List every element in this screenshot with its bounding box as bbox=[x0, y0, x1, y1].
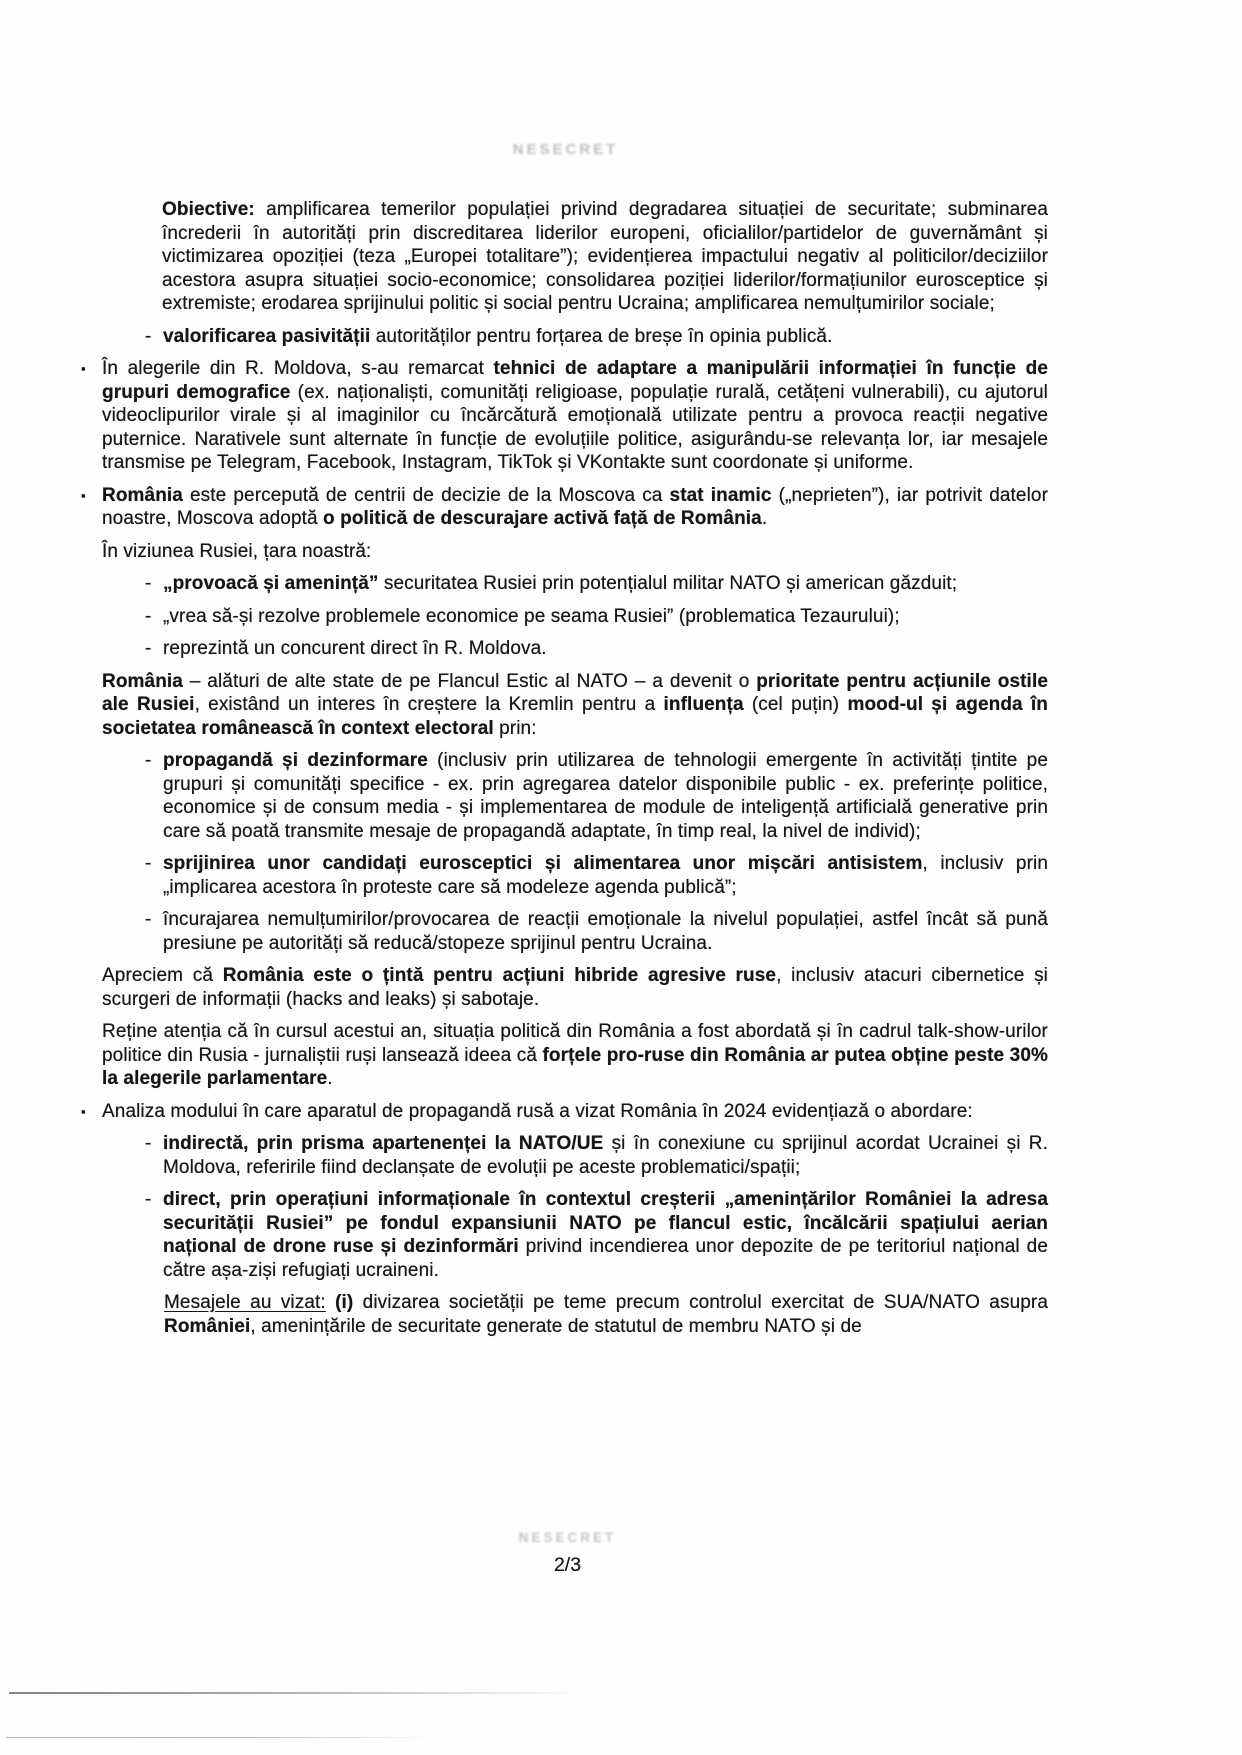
scan-artifact-line bbox=[9, 1692, 584, 1694]
scan-artifact-line bbox=[6, 1737, 436, 1738]
dash-marker: - bbox=[145, 605, 152, 627]
dash-item-text: valorificarea pasivității autorităților pentru forțarea de breșe în opinia publică. bbox=[163, 325, 833, 347]
paragraph: În viziunea Rusiei, țara noastră: bbox=[102, 540, 372, 562]
paragraph: Reține atenția că în cursul acestui an, situația politică din România a fost abordată și în cadrul talk-show-urilor politice din Rusia - jurnaliștii ruși lansează ideea că forțele pro-ruse din România ar putea obține peste 30% la alegerile parlamentare. bbox=[102, 1021, 1049, 1089]
dash-list-item bbox=[145, 1132, 1048, 1179]
dash-list-item bbox=[145, 749, 1048, 843]
dash-list-item bbox=[145, 572, 1048, 596]
document-body bbox=[81, 198, 1049, 1347]
dash-list-item bbox=[145, 1188, 1048, 1282]
bullet-list-item bbox=[81, 484, 1048, 531]
dash-item-text: direct, prin operațiuni informaționale în contextul creșterii „amenințărilor României la adresa securității Rusiei” pe fondul expansiunii NATO pe flancul estic, încălcării spațiului aerian național de drone ruse și dezinformări privind incendierea unor depozite de pe teritoriul național de către așa-ziși refugiați ucraineni. bbox=[163, 1189, 1048, 1281]
dash-marker: - bbox=[145, 325, 152, 347]
square-bullet-marker: ▪ bbox=[81, 1103, 86, 1119]
dash-marker: - bbox=[145, 638, 152, 659]
dash-item-text: „provoacă și amenință” securitatea Rusiei prin potențialul militar NATO și american găzduit; bbox=[163, 573, 958, 594]
bullet-list-item bbox=[81, 357, 1048, 475]
dash-marker: - bbox=[145, 909, 152, 930]
dash-marker: - bbox=[145, 750, 152, 771]
bullet-item-text: Analiza modului în care aparatul de propagandă rusă a vizat România în 2024 evidențiază o abordare: bbox=[102, 1100, 973, 1122]
dash-item-text: indirectă, prin prisma apartenenței la NATO/UE și în conexiune cu sprijinul acordat Ucrainei și R. Moldova, referirile fiind declanșate de evoluții pe aceste problematici/spații; bbox=[163, 1133, 1048, 1178]
page-number: 2/3 bbox=[553, 1554, 582, 1576]
dash-item-text: încurajarea nemulțumirilor/provocarea de reacții emoționale la nivelul populației, astfel încât să pună presiune pe autorități să reducă/stopeze sprijinul pentru Ucraina. bbox=[163, 909, 1048, 954]
paragraph-objectives: Obiective: amplificarea temerilor populației privind degradarea situației de securitate; subminarea încrederii în autorități prin discreditarea liderilor europeni, oficialilor/partidelor de guvernământ și victimizarea opoziției (teza „Europei totalitare”); evidențierea impactului negativ al politicilor/deciziilor acestora asupra situației socio-economice; consolidarea poziției liderilor/formațiunilor eurosceptice și extremiste; erodarea sprijinului politic și social pentru Ucraina; amplificarea nemulțumirilor sociale; bbox=[162, 199, 1048, 314]
paragraph-messages: Mesajele au vizat: (i) divizarea societății pe teme precum controlul exercitat de SUA/NATO asupra României, amenințările de securitate generate de statutul de membru NATO și de bbox=[164, 1292, 1048, 1337]
dash-item-text: reprezintă un concurent direct în R. Moldova. bbox=[163, 638, 547, 659]
dash-list-item bbox=[145, 908, 1048, 955]
classification-stamp-bottom: NESECRET bbox=[518, 1530, 617, 1545]
paragraph: Apreciem că România este o țintă pentru acțiuni hibride agresive ruse, inclusiv atacuri cibernetice și scurgeri de informații (hacks and leaks) și sabotaje. bbox=[102, 965, 1048, 1010]
dash-marker: - bbox=[145, 573, 152, 594]
dash-list-item bbox=[145, 605, 1048, 629]
square-bullet-marker: ▪ bbox=[81, 361, 86, 376]
dash-list-item bbox=[145, 637, 1048, 661]
classification-stamp-top: NESECRET bbox=[512, 141, 619, 158]
paragraph: România – alături de alte state de pe Flancul Estic al NATO – a devenit o prioritate pentru acțiunile ostile ale Rusiei, existând un interes în creștere la Kremlin pentru a influența (cel puțin) mood-ul și agenda în societatea românească în context electoral prin: bbox=[102, 670, 1049, 739]
square-bullet-marker: ▪ bbox=[81, 487, 86, 503]
dash-marker: - bbox=[145, 1133, 152, 1154]
dash-item-text: sprijinirea unor candidați eurosceptici și alimentarea unor mișcări antisistem, inclusiv prin „implicarea acestora în proteste care să modeleze agenda publică”; bbox=[163, 853, 1048, 898]
bullet-item-text: În alegerile din R. Moldova, s-au remarcat tehnici de adaptare a manipulării informației în funcție de grupuri demografice (ex. naționaliști, comunități religioase, populație rurală, cetățeni vulnerabili), cu ajutorul videoclipurilor virale și al imaginilor cu încărcătură emoțională utilizate pentru a provoca reacții negative puternice. Narativele sunt alternate în funcție de evoluțiile politice, asigurându-se relevanța lor, iar mesajele transmise pe Telegram, Facebook, Instagram, TikTok și VKontakte sunt coordonate și uniforme. bbox=[102, 358, 1048, 473]
bullet-list-item bbox=[81, 1100, 1048, 1124]
bullet-item-text: România este percepută de centrii de decizie de la Moscova ca stat inamic („neprieten”), iar potrivit datelor noastre, Moscova adoptă o politică de descurajare activă față de România. bbox=[102, 484, 1048, 529]
dash-item-text: „vrea să-și rezolve problemele economice pe seama Rusiei” (problematica Tezaurului); bbox=[163, 605, 900, 627]
dash-list-item bbox=[145, 852, 1048, 899]
dash-marker: - bbox=[145, 853, 152, 874]
dash-item-text: propagandă și dezinformare (inclusiv prin utilizarea de tehnologii emergente în activități țintite pe grupuri și comunități specifice - ex. prin agregarea datelor disponibile public - ex. preferințe politice, economice și de consum media - și implementarea de module de inteligență artificială generative prin care să poată transmite mesaje de propagandă adaptate, în timp real, la nivel de individ); bbox=[163, 750, 1048, 842]
dash-marker: - bbox=[145, 1189, 152, 1210]
dash-list-item bbox=[145, 325, 1048, 349]
